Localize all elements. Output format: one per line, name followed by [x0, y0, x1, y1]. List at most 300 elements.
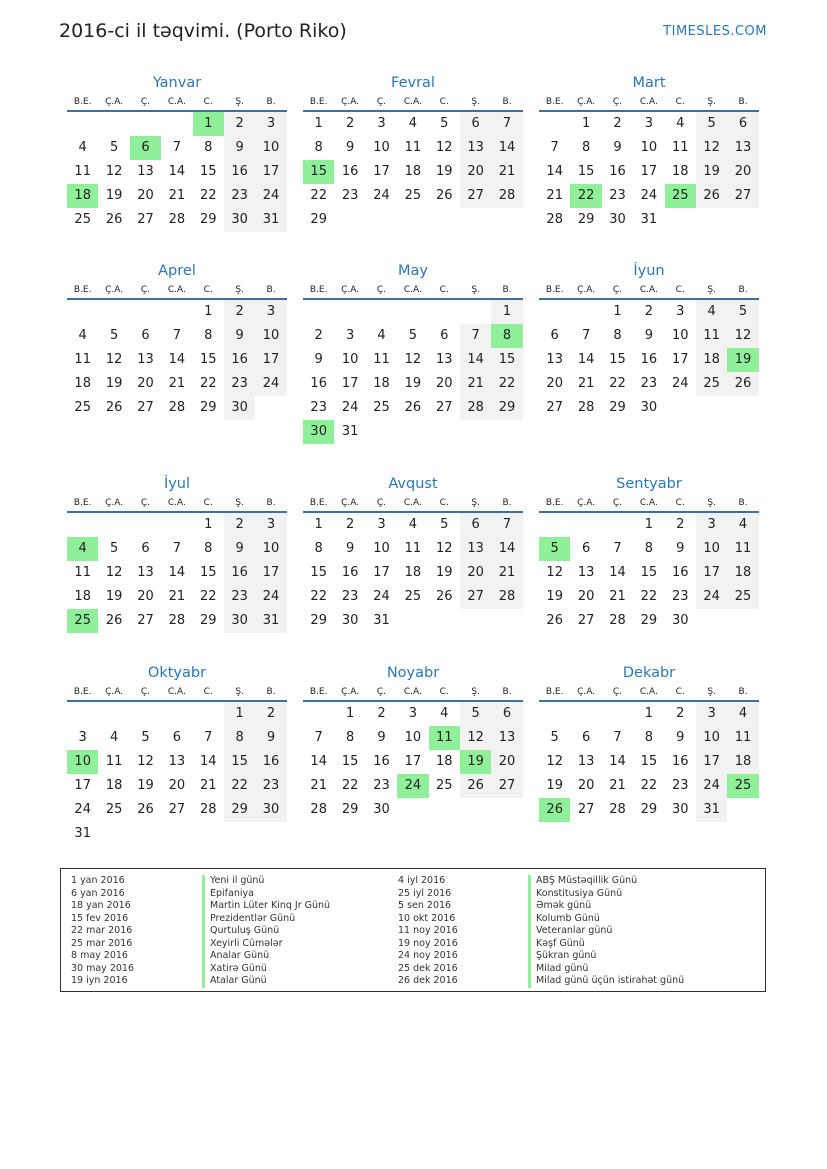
- day-cell: 19: [105, 589, 123, 604]
- legend-entry: Milad günü üçün istirahət günü: [528, 975, 684, 988]
- weekday-label: Ç.A.: [105, 687, 124, 697]
- day-cell: 21: [577, 376, 595, 391]
- weekday-label: C.A.: [403, 498, 422, 508]
- day-cell: 12: [546, 754, 563, 769]
- day-cell: 7: [613, 730, 622, 745]
- weekday-label: C.A.: [639, 97, 658, 107]
- day-cell: 28: [609, 613, 626, 628]
- empty-day-cell: [67, 300, 98, 324]
- weekday-label: Ç.A.: [105, 498, 124, 508]
- month-3: [539, 72, 759, 232]
- day-cell: 19: [435, 164, 453, 179]
- legend-entry: Veteranlar günü: [528, 925, 684, 938]
- day-cell: 11: [105, 754, 123, 769]
- weekday-label: B.: [266, 285, 276, 295]
- day-cell: 23: [341, 188, 359, 203]
- day-cell: 12: [460, 726, 491, 750]
- day-cell: 21: [168, 589, 186, 604]
- day-cell: 8: [204, 328, 213, 343]
- day-cell: 16: [224, 348, 255, 372]
- day-cell: 2: [224, 513, 255, 537]
- day-cell: 16: [224, 561, 255, 585]
- day-cell: 26: [435, 188, 453, 203]
- month-name: Aprel: [158, 263, 196, 279]
- day-cell: 27: [577, 613, 595, 628]
- day-cell: 1: [314, 116, 323, 131]
- day-cell: 26: [546, 613, 563, 628]
- day-cell: 22: [199, 188, 217, 203]
- day-cell: 10: [255, 324, 286, 348]
- day-grid: [539, 300, 759, 420]
- day-cell: 20: [546, 376, 563, 391]
- empty-day-cell: [130, 513, 161, 537]
- day-cell: 2: [314, 328, 323, 343]
- weekday-label: Ş.: [707, 97, 716, 107]
- empty-day-cell: [130, 112, 161, 136]
- day-cell: 19: [696, 160, 727, 184]
- day-cell: 25: [74, 400, 91, 415]
- day-cell: 10: [671, 328, 689, 343]
- day-cell: 3: [255, 513, 286, 537]
- day-cell: 17: [404, 754, 422, 769]
- day-cell: 28: [609, 802, 626, 817]
- day-cell: 18: [404, 164, 422, 179]
- empty-day-cell: [98, 702, 129, 726]
- day-cell: 5: [141, 730, 150, 745]
- day-cell: 27: [137, 613, 154, 628]
- weekday-label: B.: [266, 687, 276, 697]
- day-grid: [67, 300, 287, 420]
- day-cell: 17: [74, 778, 91, 793]
- day-cell: 29: [640, 613, 658, 628]
- day-cell: 15: [310, 565, 327, 580]
- day-cell: 3: [696, 513, 727, 537]
- weekday-label: Ç.: [140, 498, 151, 508]
- day-cell: 2: [644, 304, 653, 319]
- weekday-label: Ç.: [376, 285, 387, 295]
- empty-day-cell: [539, 300, 570, 324]
- day-cell: 3: [696, 702, 727, 726]
- holiday-day-cell: 8: [491, 324, 522, 348]
- legend-entry: Atalar Günü: [202, 975, 330, 988]
- weekday-label: B.: [502, 285, 512, 295]
- day-grid: [67, 513, 287, 633]
- day-cell: 10: [341, 352, 359, 367]
- weekday-label: C.: [203, 97, 213, 107]
- legend-entry: Kolumb Günü: [528, 913, 684, 926]
- legend-entry: ABŞ Müstəqillik Günü: [528, 875, 684, 888]
- weekday-header: [67, 94, 287, 112]
- weekday-label: B.E.: [73, 285, 92, 295]
- day-cell: 20: [435, 376, 453, 391]
- day-cell: 17: [373, 565, 390, 580]
- day-cell: 25: [727, 585, 758, 609]
- day-cell: 17: [373, 164, 390, 179]
- day-cell: 10: [404, 730, 422, 745]
- weekday-label: B.E.: [309, 498, 328, 508]
- month-9: [539, 473, 759, 633]
- day-cell: 13: [137, 565, 154, 580]
- day-cell: 7: [204, 730, 213, 745]
- day-cell: 25: [373, 400, 390, 415]
- legend-entry: Əmək günü: [528, 900, 684, 913]
- day-cell: 6: [491, 702, 522, 726]
- day-cell: 25: [404, 589, 422, 604]
- weekday-label: Ç.A.: [341, 498, 360, 508]
- day-cell: 23: [373, 778, 390, 793]
- day-cell: 10: [255, 537, 286, 561]
- day-cell: 20: [577, 778, 595, 793]
- day-cell: 23: [671, 778, 689, 793]
- month-6: [539, 260, 759, 420]
- day-cell: 19: [105, 376, 123, 391]
- day-cell: 16: [671, 565, 689, 580]
- day-cell: 7: [314, 730, 323, 745]
- day-cell: 20: [137, 188, 154, 203]
- day-cell: 29: [310, 212, 327, 227]
- day-cell: 3: [644, 116, 653, 131]
- legend-entry: 19 iyn 2016: [71, 975, 128, 986]
- day-cell: 21: [609, 778, 626, 793]
- weekday-label: B.E.: [309, 97, 328, 107]
- day-cell: 1: [613, 304, 622, 319]
- day-cell: 31: [255, 208, 286, 232]
- day-cell: 20: [577, 589, 595, 604]
- day-cell: 1: [314, 517, 323, 532]
- day-cell: 22: [609, 376, 626, 391]
- day-grid: [67, 702, 287, 846]
- weekday-label: B.: [502, 97, 512, 107]
- day-cell: 29: [199, 400, 217, 415]
- day-cell: 21: [609, 589, 626, 604]
- holiday-day-cell: 19: [460, 750, 491, 774]
- day-cell: 23: [224, 184, 255, 208]
- weekday-label: Ş.: [471, 97, 480, 107]
- brand-logo-text[interactable]: TIMESLES.COM: [663, 24, 767, 39]
- day-cell: 5: [109, 140, 119, 155]
- day-cell: 27: [727, 184, 758, 208]
- day-cell: 30: [671, 802, 689, 817]
- weekday-label: B.E.: [309, 687, 328, 697]
- day-cell: 15: [577, 164, 595, 179]
- day-cell: 27: [460, 585, 491, 609]
- weekday-header: [303, 684, 523, 702]
- legend-entry: Analar Günü: [202, 950, 330, 963]
- day-grid: [303, 112, 523, 232]
- day-cell: 26: [727, 372, 758, 396]
- day-cell: 2: [377, 706, 386, 721]
- day-cell: 28: [460, 396, 491, 420]
- day-cell: 29: [199, 613, 217, 628]
- month-name: Yanvar: [152, 75, 202, 91]
- weekday-label: Ş.: [471, 285, 480, 295]
- empty-day-cell: [397, 300, 428, 324]
- day-cell: 1: [491, 300, 522, 324]
- empty-day-cell: [161, 300, 192, 324]
- weekday-label: Ş.: [471, 687, 480, 697]
- day-cell: 12: [105, 565, 123, 580]
- day-cell: 20: [491, 750, 522, 774]
- day-cell: 23: [671, 589, 689, 604]
- day-cell: 30: [609, 212, 626, 227]
- legend-entry: 19 noy 2016: [398, 937, 458, 949]
- legend-names-left: [202, 875, 330, 988]
- weekday-label: B.: [266, 498, 276, 508]
- day-cell: 4: [78, 328, 87, 343]
- day-cell: 23: [341, 589, 359, 604]
- day-cell: 30: [373, 802, 390, 817]
- weekday-label: Ç.: [376, 498, 387, 508]
- month-2: [303, 72, 523, 232]
- day-cell: 7: [172, 541, 181, 556]
- month-name: İyul: [163, 476, 191, 492]
- day-cell: 24: [74, 802, 91, 817]
- empty-day-cell: [570, 300, 601, 324]
- day-cell: 9: [224, 537, 255, 561]
- day-cell: 21: [460, 372, 491, 396]
- day-cell: 27: [168, 802, 186, 817]
- day-cell: 19: [137, 778, 154, 793]
- day-cell: 17: [696, 561, 727, 585]
- empty-day-cell: [98, 513, 129, 537]
- weekday-label: Ş.: [235, 498, 244, 508]
- weekday-label: B.E.: [545, 687, 564, 697]
- weekday-label: C.A.: [167, 97, 186, 107]
- day-cell: 22: [224, 774, 255, 798]
- weekday-label: B.E.: [309, 285, 328, 295]
- weekday-label: B.E.: [73, 498, 92, 508]
- day-cell: 9: [676, 541, 685, 556]
- holiday-day-cell: 19: [727, 348, 758, 372]
- day-cell: 4: [727, 513, 758, 537]
- weekday-label: B.E.: [545, 285, 564, 295]
- day-cell: 20: [460, 561, 491, 585]
- day-cell: 3: [377, 116, 386, 131]
- day-cell: 28: [199, 802, 217, 817]
- day-cell: 6: [440, 328, 449, 343]
- day-cell: 18: [727, 750, 758, 774]
- day-grid: [303, 300, 523, 444]
- empty-day-cell: [130, 300, 161, 324]
- day-cell: 7: [460, 324, 491, 348]
- month-name: Dekabr: [622, 665, 676, 681]
- empty-day-cell: [98, 300, 129, 324]
- day-grid: [303, 513, 523, 633]
- weekday-label: C.: [203, 498, 213, 508]
- day-cell: 6: [172, 730, 181, 745]
- day-cell: 9: [224, 136, 255, 160]
- day-cell: 20: [137, 376, 154, 391]
- legend-entry: 5 sen 2016: [398, 900, 452, 911]
- day-cell: 27: [546, 400, 563, 415]
- day-cell: 2: [613, 116, 622, 131]
- weekday-label: Ç.A.: [577, 285, 596, 295]
- day-cell: 22: [199, 589, 217, 604]
- day-cell: 27: [460, 184, 491, 208]
- holiday-day-cell: 4: [67, 537, 98, 561]
- day-cell: 15: [199, 164, 217, 179]
- day-cell: 29: [224, 798, 255, 822]
- day-cell: 30: [341, 613, 359, 628]
- day-cell: 1: [644, 517, 653, 532]
- day-cell: 5: [696, 112, 727, 136]
- day-cell: 29: [199, 212, 217, 227]
- day-cell: 22: [199, 376, 217, 391]
- day-cell: 14: [168, 352, 186, 367]
- weekday-label: Ç.A.: [577, 97, 596, 107]
- legend-entry: 25 iyl 2016: [398, 887, 452, 899]
- page-title: 2016-ci il təqvimi. (Porto Riko): [59, 20, 347, 42]
- day-cell: 10: [640, 140, 658, 155]
- holiday-legend: [60, 868, 766, 992]
- weekday-label: C.A.: [639, 498, 658, 508]
- day-cell: 8: [644, 541, 653, 556]
- day-cell: 19: [546, 778, 563, 793]
- day-cell: 26: [460, 774, 491, 798]
- day-cell: 28: [546, 212, 563, 227]
- day-grid: [539, 513, 759, 633]
- day-cell: 1: [581, 116, 591, 131]
- day-cell: 7: [172, 328, 181, 343]
- legend-entry: Prezidentlər Günü: [202, 913, 330, 926]
- legend-entry: 18 yan 2016: [71, 900, 131, 911]
- day-cell: 8: [204, 541, 213, 556]
- day-cell: 13: [137, 352, 154, 367]
- day-cell: 5: [440, 116, 449, 131]
- empty-day-cell: [130, 702, 161, 726]
- legend-entry: 30 may 2016: [71, 962, 135, 974]
- day-cell: 4: [440, 706, 449, 721]
- day-cell: 31: [341, 424, 359, 439]
- day-cell: 20: [137, 589, 154, 604]
- legend-entry: 6 yan 2016: [71, 887, 125, 899]
- day-cell: 14: [609, 754, 626, 769]
- day-cell: 27: [137, 400, 154, 415]
- holiday-day-cell: 30: [303, 420, 334, 444]
- day-cell: 17: [255, 160, 286, 184]
- empty-day-cell: [429, 300, 460, 324]
- empty-day-cell: [539, 112, 570, 136]
- day-cell: 5: [460, 702, 491, 726]
- holiday-day-cell: 1: [193, 112, 224, 136]
- weekday-label: C.: [675, 97, 685, 107]
- weekday-label: Ç.: [612, 687, 623, 697]
- day-cell: 4: [408, 116, 417, 131]
- weekday-label: C.: [439, 687, 449, 697]
- day-cell: 12: [435, 541, 453, 556]
- day-cell: 6: [141, 328, 150, 343]
- month-name: Mart: [632, 75, 666, 91]
- weekday-label: C.: [675, 285, 685, 295]
- weekday-label: B.: [502, 498, 512, 508]
- legend-entry: Yeni il günü: [202, 875, 330, 888]
- empty-day-cell: [602, 702, 633, 726]
- weekday-label: C.: [439, 285, 449, 295]
- day-cell: 17: [255, 561, 286, 585]
- day-cell: 14: [546, 164, 563, 179]
- legend-entry: Konstitusiya Günü: [528, 888, 684, 901]
- holiday-day-cell: 15: [303, 160, 334, 184]
- legend-entry: 1 yan 2016: [71, 875, 125, 886]
- day-cell: 21: [199, 778, 217, 793]
- day-cell: 2: [224, 112, 255, 136]
- day-cell: 10: [373, 140, 390, 155]
- legend-entry: Xeyirli Cümələr: [202, 938, 330, 951]
- day-cell: 13: [168, 754, 186, 769]
- weekday-label: B.E.: [545, 498, 564, 508]
- day-cell: 2: [345, 517, 355, 532]
- day-cell: 31: [74, 826, 91, 841]
- empty-day-cell: [539, 702, 570, 726]
- empty-day-cell: [366, 300, 397, 324]
- day-cell: 29: [491, 396, 522, 420]
- day-cell: 17: [671, 352, 689, 367]
- month-1: [67, 72, 287, 232]
- day-cell: 23: [224, 372, 255, 396]
- weekday-label: Ç.: [376, 687, 387, 697]
- empty-day-cell: [161, 513, 192, 537]
- weekday-header: [539, 282, 759, 300]
- weekday-label: C.: [203, 687, 213, 697]
- day-grid: [539, 702, 759, 822]
- day-cell: 21: [168, 376, 186, 391]
- day-cell: 3: [78, 730, 87, 745]
- weekday-label: Ş.: [235, 687, 244, 697]
- day-cell: 21: [310, 778, 327, 793]
- day-cell: 12: [105, 352, 123, 367]
- day-cell: 7: [172, 140, 181, 155]
- weekday-label: Ş.: [707, 498, 716, 508]
- weekday-label: B.: [502, 687, 512, 697]
- weekday-label: C.A.: [639, 285, 658, 295]
- day-cell: 7: [613, 541, 622, 556]
- day-cell: 13: [435, 352, 453, 367]
- weekday-label: B.E.: [73, 97, 92, 107]
- legend-entry: 4 iyl 2016: [398, 875, 446, 886]
- day-cell: 8: [644, 730, 653, 745]
- legend-entry: Epifaniya: [202, 888, 330, 901]
- day-cell: 11: [727, 537, 758, 561]
- weekday-label: Ç.: [612, 97, 623, 107]
- day-cell: 29: [640, 802, 658, 817]
- legend-entry: 15 fev 2016: [71, 912, 129, 924]
- weekday-label: C.: [675, 687, 685, 697]
- weekday-label: Ç.A.: [105, 97, 124, 107]
- holiday-day-cell: 5: [539, 537, 570, 561]
- weekday-header: [67, 282, 287, 300]
- day-cell: 7: [491, 112, 522, 136]
- month-name: May: [398, 263, 428, 279]
- weekday-label: Ç.A.: [341, 687, 360, 697]
- day-cell: 22: [310, 188, 327, 203]
- day-cell: 18: [373, 376, 390, 391]
- empty-day-cell: [67, 702, 98, 726]
- day-cell: 12: [696, 136, 727, 160]
- weekday-label: C.A.: [403, 285, 422, 295]
- day-cell: 4: [377, 328, 386, 343]
- day-cell: 1: [204, 517, 213, 532]
- day-cell: 9: [644, 328, 653, 343]
- day-cell: 15: [609, 352, 626, 367]
- day-cell: 16: [310, 376, 327, 391]
- weekday-label: C.: [675, 498, 685, 508]
- day-cell: 8: [224, 726, 255, 750]
- day-cell: 18: [696, 348, 727, 372]
- weekday-label: B.: [738, 687, 748, 697]
- month-name: Noyabr: [386, 665, 440, 681]
- day-cell: 12: [727, 324, 758, 348]
- legend-entry: Martin Lüter Kinq Jr Günü: [202, 900, 330, 913]
